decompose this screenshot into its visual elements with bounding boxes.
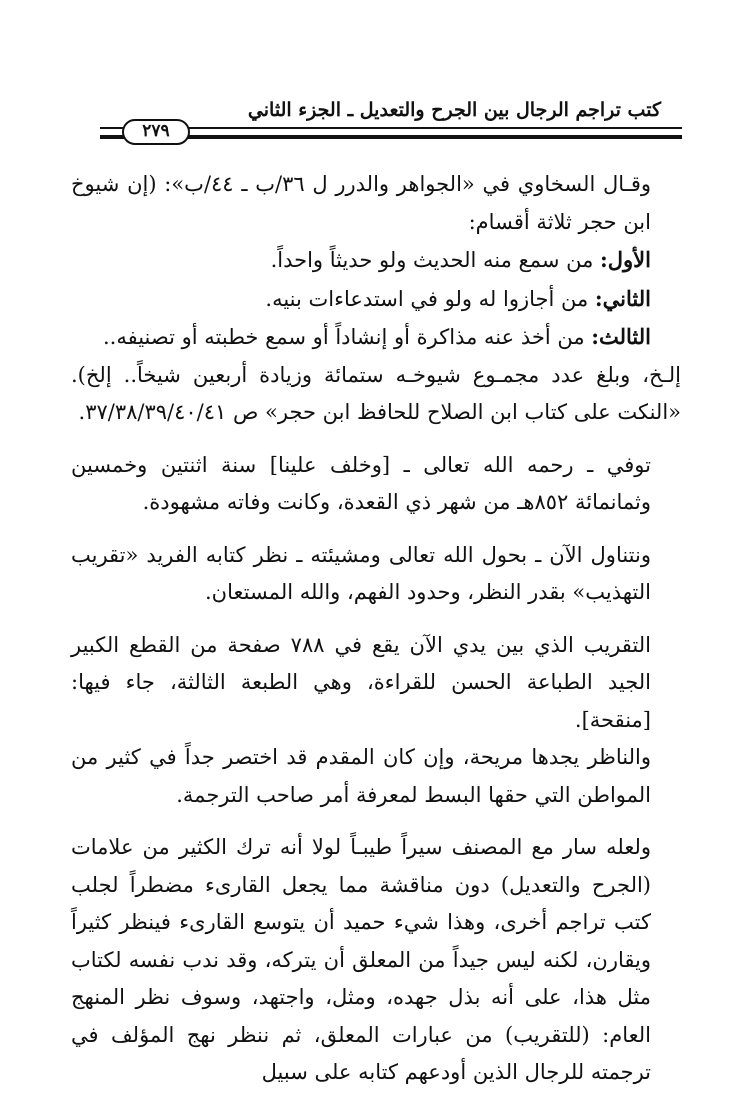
page-body [71, 166, 681, 1092]
paragraph-critique: ولعله سار مع المصنف سيراً طيبـاً لولا أنه ترك الكثير من علامات (الجرح والتعديل) دون مناقشة مما يجعل القارىء مضطراً لجلب كتب تراجم أخرى، وهذا شيء حميد أن يتوسع القارىء فينظر كثيراً ويقارن، لكنه ليس جيداً من المعلق أن يتركه، وقد ندب نفسه لكتاب مثل هذا، على أنه بذل جهده، ومثل، واجتهد، وسوف نظر المنهج العام: (للتقريب) من عبارات المعلق، ثم ننظر نهج المؤلف في ترجمته للرجال الذين أودعهم كتابه على سبيل [71, 835, 651, 1084]
paragraph-reader: والناظر يجدها مريحة، وإن كان المقدم قد اختصر جداً في كثير من المواطن التي حقها البسط لمعرفة أمر صاحب الترجمة. [71, 745, 651, 807]
paragraph-sakhawi-quote: وقـال السخاوي في «الجواهر والدرر ل ٣٦/ب ـ ٤٤/ب»: (إن شيوخ ابن حجر ثلاثة أقسام: [71, 172, 652, 234]
list-label-third: الثالث: [591, 324, 651, 349]
list-text-third: من أخذ عنه مذاكرة أو إنشاداً أو سمع خطبته أو تصنيفه.. [102, 325, 592, 349]
list-label-second: الثاني: [594, 285, 651, 311]
list-text-first: من سمع منه الحديث ولو حديثاً واحداً. [270, 248, 601, 272]
header-rule-left-thick [100, 135, 122, 139]
list-text-second: من أجازوا له ولو في استدعاءات بنيه. [265, 286, 595, 311]
running-header-title: كتب تراجم الرجال بين الجرح والتعديل ـ الجزء الثاني [247, 99, 661, 121]
list-item-third [71, 318, 681, 357]
paragraph-death: توفي ـ رحمه الله تعالى ـ [وخلف علينا] سنة اثنتين وخمسين وثمانمائة ٨٥٢هـ من شهر ذي القعدة، وكانت وفاته مشهودة. [71, 452, 651, 514]
list-label-first: الأول: [600, 247, 651, 272]
header-rule-left-thin [100, 127, 122, 129]
header-rule-thick [112, 135, 682, 139]
header-rule-thin [112, 127, 682, 129]
page-number-badge: ٢٧٩ [122, 119, 190, 145]
paragraph-taqrib-intro: ونتناول الآن ـ بحول الله تعالى ومشيئته ـ نظر كتابه الفريد «تقريب التهذيب» بقدر النظر، وحدود الفهم، والله المستعان. [71, 542, 651, 604]
paragraph-quote-end: إلـخ، وبلغ عدد مجمـوع شيوخـه ستمائة وزيادة أربعين شيخاً.. إلخ). «النكت على كتاب ابن الصلاح للحافظ ابن حجر» ص ٣٧/٣٨/٣٩/٤٠/٤١. [71, 362, 681, 424]
list-item-first [71, 241, 681, 280]
list-item-second [71, 280, 681, 319]
paragraph-edition: التقريب الذي بين يدي الآن يقع في ٧٨٨ صفحة من القطع الكبير الجيد الطباعة الحسن للقراءة، وهي الطبعة الثالثة، جاء فيها: [منقحة]. [71, 632, 652, 732]
